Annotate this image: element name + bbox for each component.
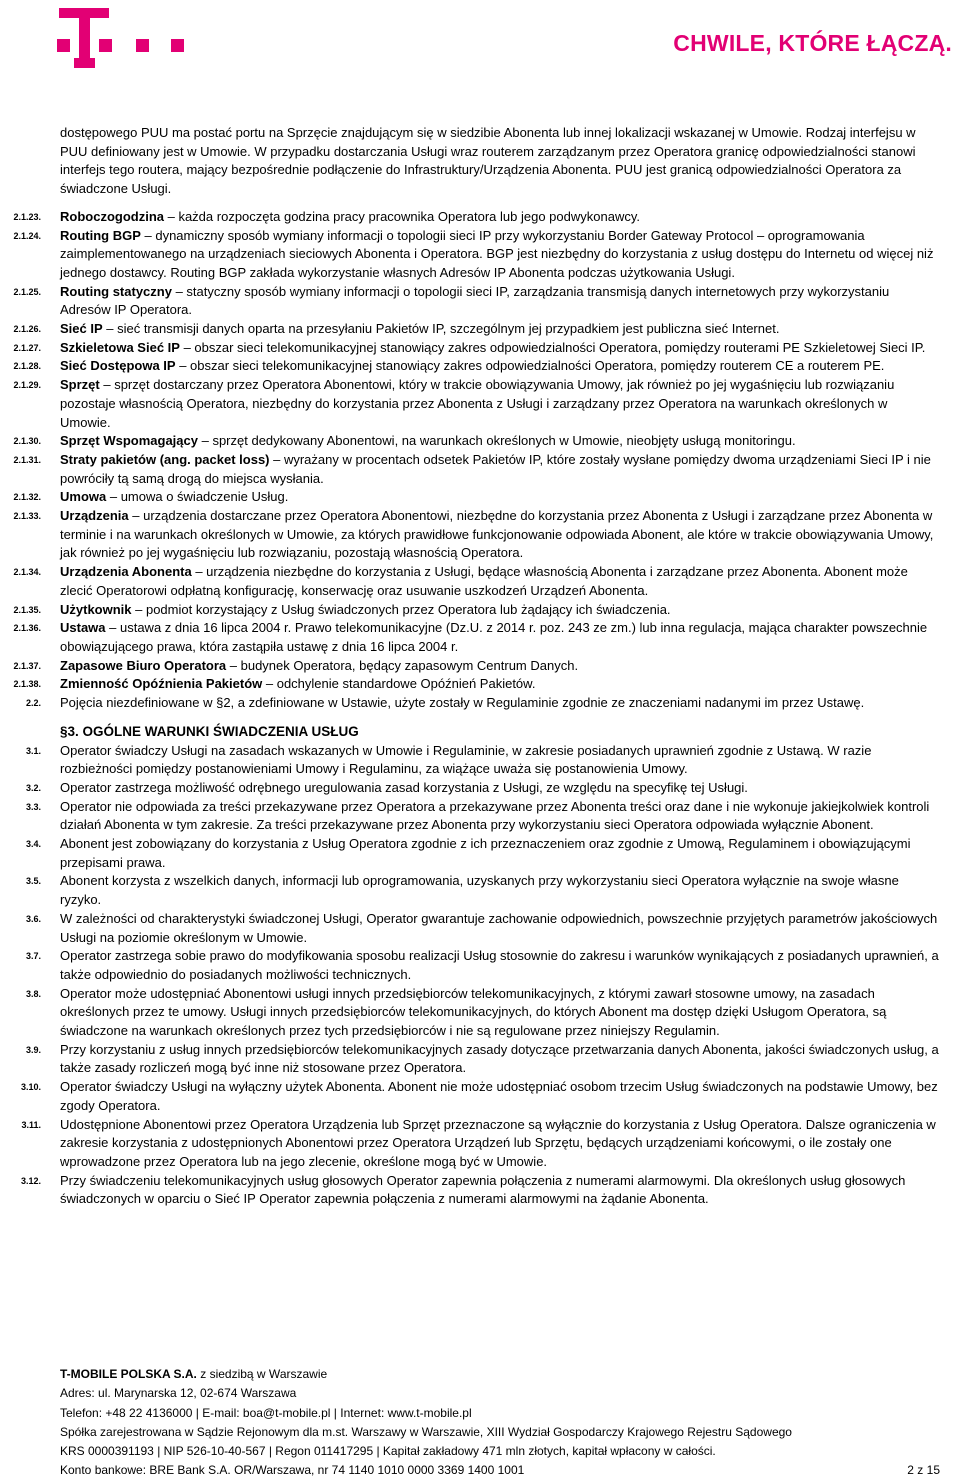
company-seat: z siedzibą w Warszawie [196,1367,328,1381]
section-text: Operator zastrzega możliwość odrębnego uregulowania zasad korzystania z Usługi, ze względu na specyfikę tej Usługi. [60,779,748,795]
section-item [0,872,960,909]
item-number: 2.1.36. [13,623,41,634]
page-number: 2 z 15 [907,1463,940,1478]
item-number: 2.1.33. [13,511,41,522]
section-text: Abonent jest zobowiązany do korzystania z Usług Operatora zgodnie z ich przeznaczeniem oraz zgodnie z Umową, Regulaminem i obowiązującymi przepisami prawa. [60,836,911,870]
definition-text: – dynamiczny sposób wymiany informacji o topologii sieci IP przy wykorzystaniu Border Gateway Protocol – oprogramowania zaimplementowanego na urządzeniach sieciowych Abonenta i Operatora. BGP jest niezbędny do korzystania z usług dostępu do Internetu od więcej niż jednego dostawcy. Routing BGP zakłada wykorzystanie własnych Adresów IP Abonenta podczas użytkowania Usługi. [60,227,934,280]
footer-ids: KRS 0000391193 | NIP 526-10-40-567 | Regon 011417295 | Kapitał zakładowy 471 mln złotych, kapitał wpłacony w całości. [60,1444,716,1459]
item-text [60,1116,940,1172]
definition-item [0,563,960,600]
definitions-list [0,208,960,713]
definition-item [0,675,960,694]
definition-item [0,451,960,488]
definition-item [0,694,960,713]
section-text: Abonent korzysta z wszelkich danych, informacji lub oprogramowania, uzyskanych przy wykorzystaniu sieci Operatora wyłącznie na swoje własne ryzyko. [60,873,899,908]
section-item [0,1041,960,1078]
footer-contact: Telefon: +48 22 4136000 | E-mail: boa@t-mobile.pl | Internet: www.t-mobile.pl [60,1405,472,1420]
definition-term: Sieć Dostępowa IP [60,358,176,374]
item-number: 3.3. [25,801,41,812]
section-item [0,947,960,984]
footer [60,1365,950,1481]
document-body [0,124,960,1209]
intro-paragraph: dostępowego PUU ma postać portu na Sprzęcie znajdującym się w siedzibie Abonenta lub innej lokalizacji wskazanej w Umowie. Rodzaj interfejsu w PUU definiowany jest w Umowie. W przypadku dostarczania Usługi wraz routerem zarządzanym przez Operatora granicę odpowiedzialności stanowi interfejs tego routera, mający bezpośrednie podłączenie do Infrastruktury/Urządzenia Abonenta. PUU jest granicą odpowiedzialności Operatora za świadczone Usługi. [60,125,916,197]
section-item [0,1116,960,1172]
definition-text: – budynek Operatora, będący zapasowym Centrum Danych. [226,657,579,673]
item-number: 2.1.23. [13,211,41,222]
definition-text: – każda rozpoczęta godzina pracy pracownika Operatora lub jego podwykonawcy. [164,208,640,224]
item-text [60,320,940,339]
definition-term: Routing BGP [60,227,141,243]
item-number: 2.1.28. [13,361,41,372]
section-text: Operator nie odpowiada za treści przekazywane przez Operatora a przekazywane przez Abonenta treści oraz dane i nie wykonuje jakiejkolwiek kontroli działań Abonenta w tym zakresie. Za treści przekazywane przez Abonenta przy wykorzystaniu sieci Operatora odpowiada wyłącznie Abonent. [60,798,930,833]
section-item [0,779,960,798]
item-number: 3.1. [25,745,41,756]
definition-term: Urządzenia Abonenta [60,564,192,580]
definition-term: Szkieletowa Sieć IP [60,339,180,355]
definition-item [0,227,960,283]
definition-term: Sieć IP [60,321,103,337]
section-text: Operator zastrzega sobie prawo do modyfikowania sposobu realizacji Usług stosownie do zakresu i warunków wynikających z posiadanych uprawnień, a także odpowiednio do posiadanych możliwości technicznych. [60,948,939,982]
item-text [60,779,940,798]
definition-item [0,320,960,339]
item-text [60,507,940,563]
definition-item [0,619,960,656]
definition-text: – urządzenia dostarczane przez Operatora Abonentowi, niezbędne do korzystania przez Abonenta z Usługi i zarządzane przez Abonenta w terminie i na warunkach określonych w Umowie, za których prawidłowe funkcjonowanie odpowiada Abonent, ale które w trakcie obowiązywania Umowy, jak również po jej wygaśnięciu lub rozwiązaniu, pozostają własnością Operatora. [60,508,934,561]
item-number: 2.1.29. [13,380,41,391]
definition-term: Urządzenia [60,508,129,524]
company-name: T-MOBILE POLSKA S.A. [60,1367,197,1381]
logo-square-4 [171,39,184,52]
logo-t-foot [74,58,95,68]
item-number: 3.10. [20,1082,41,1093]
item-number: 2.1.26. [13,324,41,335]
definition-term: Zapasowe Biuro Operatora [60,657,227,673]
item-number: 2.1.31. [13,454,41,465]
item-number: 3.8. [25,988,41,999]
item-text [60,798,940,835]
definition-item [0,208,960,227]
section-text: Operator może udostępniać Abonentowi usługi innych przedsiębiorców telekomunikacyjnych, z którymi zawarł stosowne umowy, na zasadach określonych przez te umowy. Usługi innych przedsiębiorców telekomunikacyjnych, do których Abonent ma dostęp dzięki Usługom Operatora, są świadczone na warunkach określonych przez tych przedsiębiorców i nie są regulowane przez niniejszy Regulamin. [60,985,887,1039]
item-number: 2.1.37. [13,660,41,671]
item-number: 2.1.25. [13,286,41,297]
item-number: 2.1.38. [13,679,41,690]
definition-item [0,657,960,676]
tagline: CHWILE, KTÓRE ŁĄCZĄ. [673,30,952,56]
section-text: Udostępnione Abonentowi przez Operatora Urządzenia lub Sprzęt przeznaczone są wyłącznie do korzystania z Usług Operatora. Dalsze ograniczenia w zakresie korzystania z udostępnionych Abonentowi przez Operatora Urządzeń lub Sprzętu, będących urządzeniami końcowymi, o ile zostały one wprowadzone przez Operatora lub na jego zlecenie, określone mogą być w Umowie. [60,1116,936,1169]
t-mobile-logo [57,6,192,72]
section-text: Operator świadczy Usługi na zasadach wskazanych w Umowie i Regulaminie, w zakresie posiadanych uprawnień zgodnie z Ustawą. W razie rozbieżności pomiędzy postanowieniami Umowy i Regulaminu, za wiążące uważa się postanowienia Umowy. [60,742,872,777]
footer-registration: Spółka zarejestrowana w Sądzie Rejonowym dla m.st. Warszawy w Warszawie, XIII Wydział Gospodarczy Krajowego Rejestru Sądowego [60,1424,792,1439]
item-text [60,619,940,656]
definition-text: – sprzęt dostarczany przez Operatora Abonentowi, który w trakcie obowiązywania Umowy, jak również po jej wygaśnięciu lub rozwiązaniu pozostaje własnością Operatora, niezbędny do korzystania przez Abonenta z Usługi i zarządzany przez Operatora na warunkach określonych w Umowie. [60,377,895,430]
item-number: 2.1.27. [13,342,41,353]
item-text [60,357,940,376]
section-3-list [0,742,960,1210]
item-number: 2.1.24. [13,230,41,241]
item-text [60,339,940,358]
definition-item [0,283,960,320]
item-number: 3.4. [25,839,41,850]
item-number: 3.11. [21,1119,41,1130]
item-number: 2.1.34. [13,567,41,578]
definition-item [0,376,960,432]
item-number: 2.2. [25,698,41,709]
section-item [0,835,960,872]
section-item [0,798,960,835]
definition-term: Ustawa [60,620,106,636]
footer-bank: Konto bankowe: BRE Bank S.A. OR/Warszawa, nr 74 1140 1010 0000 3369 1400 1001 [60,1463,525,1478]
section-3-heading: §3. OGÓLNE WARUNKI ŚWIADCZENIA USŁUG [60,723,359,739]
definition-term: Zmienność Opóźnienia Pakietów [60,676,263,692]
section-text: W zależności od charakterystyki świadczonej Usługi, Operator gwarantuje zachowanie odpowiednich, powszechnie przyjętych parametrów jakościowych Usługi na poziomie określonym w Umowie. [60,910,938,945]
definition-text: – podmiot korzystający z Usług świadczonych przez Operatora lub żądający ich świadczenia. [131,601,671,617]
definition-item [0,357,960,376]
definition-text: – obszar sieci telekomunikacyjnej stanowiący zakres odpowiedzialności Operatora, pomiędzy routerami PE Szkieletowej Sieci IP. [179,339,926,355]
footer-company [60,1365,950,1384]
logo-square-2 [99,39,112,52]
item-number: 3.7. [25,951,41,962]
section-text: Przy korzystaniu z usług innych przedsiębiorców telekomunikacyjnych zasady dotyczące przetwarzania danych Abonenta, jakości świadczonych usług, a także zasady rozliczeń mogą być inne niż stosowane przez Operatora. [60,1041,939,1076]
footer-address: Adres: ul. Marynarska 12, 02-674 Warszawa [60,1386,297,1401]
item-text [60,563,940,600]
item-text [60,227,940,283]
item-number: 3.12. [20,1175,41,1186]
definition-term: Straty pakietów (ang. packet loss) [60,451,270,467]
item-text [60,451,940,488]
item-number: 3.5. [25,876,41,887]
section-item [0,1078,960,1115]
definition-item [0,432,960,451]
item-text [60,283,940,320]
item-number: 2.1.30. [13,436,41,447]
item-number: 3.2. [25,782,41,793]
item-number: 2.1.32. [13,492,41,503]
definition-text: – wyrażany w procentach odsetek Pakietów IP, które zostały wysłane pomiędzy dwoma urządzeniami Sieci IP i nie powróciły tą samą drogą do miejsca wysłania. [60,451,931,486]
section-text: Operator świadczy Usługi na wyłączny użytek Abonenta. Abonent nie może udostępniać osobom trzecim Usług świadczonych na podstawie Umowy, bez zgody Operatora. [60,1079,938,1113]
item-text [60,694,940,713]
definition-text: Pojęcia niezdefiniowane w §2, a zdefiniowane w Ustawie, użyte zostały w Regulaminie zgodnie ze znaczeniami nadanymi im przez Ustawę. [60,695,865,711]
item-text [60,872,940,909]
item-text [60,208,940,227]
definition-item [0,507,960,563]
definition-term: Użytkownik [60,601,132,617]
item-text [60,947,940,984]
definition-item [0,601,960,620]
item-text [60,376,940,432]
definition-term: Umowa [60,489,107,505]
definition-text: – sieć transmisji danych oparta na przesyłaniu Pakietów IP, szczególnym jej przypadkiem jest publiczna sieć Internet. [102,321,780,337]
definition-text: – umowa o świadczenie Usług. [106,489,289,505]
definition-text: – urządzenia niezbędne do korzystania z Usługi, będące własnością Abonenta i zarządzane przez Abonenta. Abonent może zlecić Operatorowi odpłatną konfigurację, konserwację oraz usuwanie uszkodzeń Urządzeń Abonenta. [60,564,908,598]
definition-text: – ustawa z dnia 16 lipca 2004 r. Prawo telekomunikacyjne (Dz.U. z 2014 r. poz. 243 ze zm.) lub inna regulacja, mająca charakter powszechnie obowiązującego prawa, która zastąpiła ustawę z dnia 16 lipca 2004 r. [60,620,928,654]
definition-item [0,488,960,507]
logo-square-1 [57,39,70,52]
item-number: 3.9. [25,1044,41,1055]
item-text [60,1041,940,1078]
item-text [60,835,940,872]
item-text [60,488,940,507]
logo-square-3 [136,39,149,52]
item-text [60,657,940,676]
item-number: 2.1.35. [13,604,41,615]
item-text [60,742,940,779]
item-text [60,601,940,620]
definition-term: Roboczogodzina [60,208,164,224]
definition-text: – odchylenie standardowe Opóźnień Pakietów. [262,676,536,692]
definition-item [0,339,960,358]
item-text [60,675,940,694]
item-number: 3.6. [25,913,41,924]
definition-term: Sprzęt [60,377,100,393]
section-item [0,910,960,947]
item-text [60,910,940,947]
section-item [0,985,960,1041]
item-text [60,432,940,451]
item-text [60,1078,940,1115]
section-item [0,742,960,779]
definition-text: – statyczny sposób wymiany informacji o topologii sieci IP, zarządzania transmisją danych internetowych przy wykorzystaniu Adresów IP Operatora. [60,283,890,318]
definition-term: Routing statyczny [60,283,172,299]
definition-term: Sprzęt Wspomagający [60,433,198,449]
definition-text: – sprzęt dedykowany Abonentowi, na warunkach określonych w Umowie, nieobjęty usługą monitoringu. [198,433,796,449]
section-text: Przy świadczeniu telekomunikacyjnych usług głosowych Operator zapewnia połączenia z numerami alarmowymi. Dla określonych usług głosowych świadczonych w oparciu o Sieć IP Operator zapewnia połączenia z numerami alarmowymi na żądanie Abonenta. [60,1172,906,1207]
definition-text: – obszar sieci telekomunikacyjnej stanowiący zakres odpowiedzialności Operatora, pomiędzy routerem CE a routerem PE. [175,358,885,374]
item-text [60,1172,940,1209]
section-item [0,1172,960,1209]
item-text [60,985,940,1041]
